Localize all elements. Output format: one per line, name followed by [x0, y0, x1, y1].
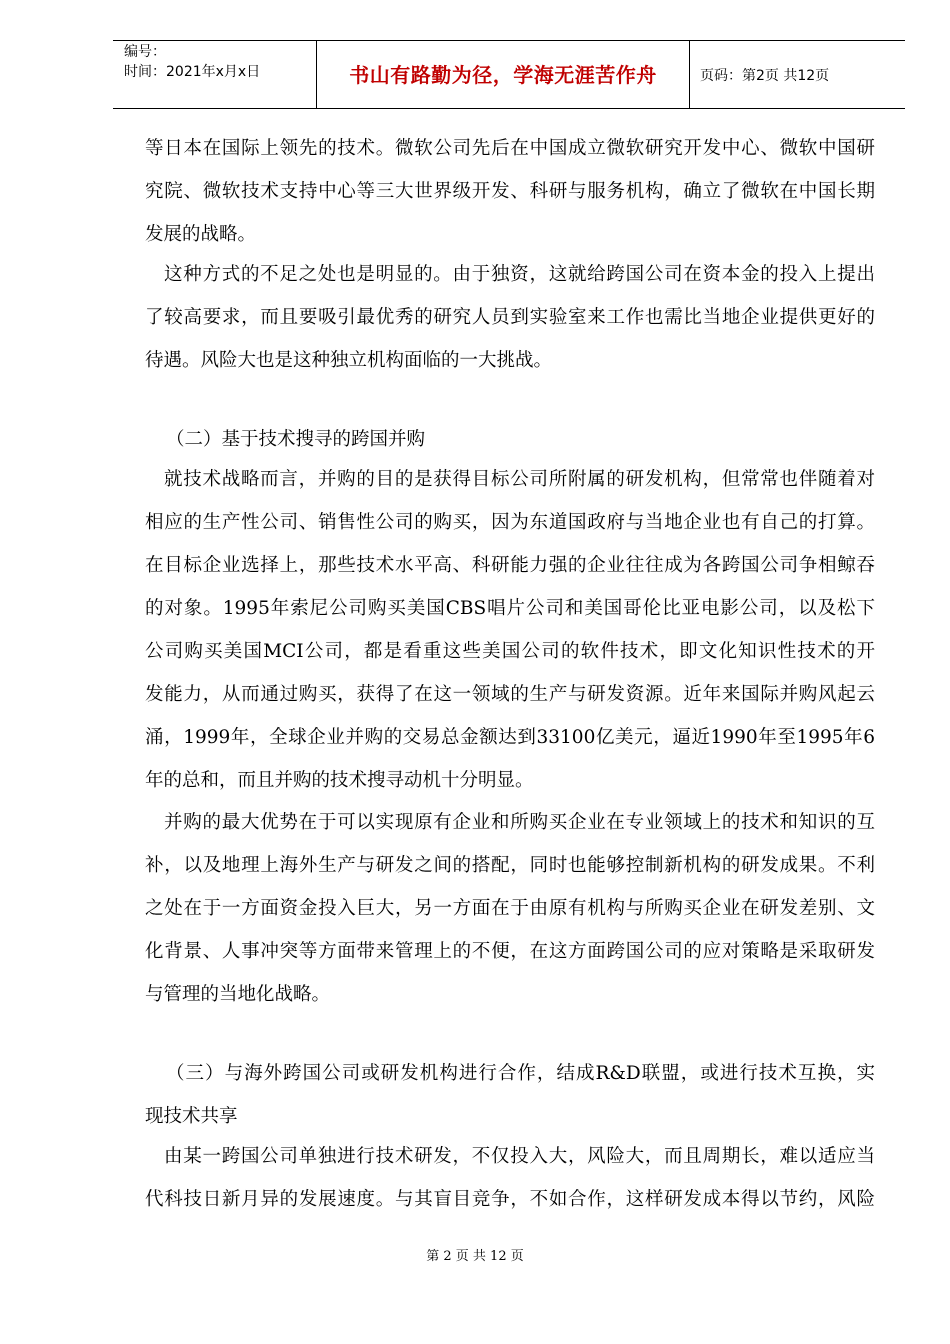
number-label: 编号： — [124, 44, 166, 60]
text-line: 待遇。风险大也是这种独立机构面临的一大挑战。 — [145, 350, 553, 371]
page-header — [113, 40, 905, 109]
text-line: 的对象。1995年索尼公司购买美国CBS唱片公司和美国哥伦比亚电影公司，以及松下 — [145, 598, 875, 619]
text-line: 这种方式的不足之处也是明显的。由于独资，这就给跨国公司在资本金的投入上提出 — [164, 264, 875, 285]
page-info: 页码：第2页 共12页 — [700, 68, 830, 84]
text-line: 发展的战略。 — [145, 224, 257, 245]
text-line: 与管理的当地化战略。 — [145, 984, 331, 1005]
page-footer: 第 2 页 共 12 页 — [426, 1249, 524, 1264]
text-line: 了较高要求，而且要吸引最优秀的研究人员到实验室来工作也需比当地企业提供更好的 — [145, 307, 875, 328]
header-meta-cell — [113, 41, 317, 108]
text-line: 公司购买美国MCI公司，都是看重这些美国公司的软件技术，即文化知识性技术的开 — [145, 641, 875, 662]
motto: 书山有路勤为径，学海无涯苦作舟 — [349, 63, 657, 87]
text-line: 涌，1999年，全球企业并购的交易总金额达到33100亿美元，逼近1990年至1995年6 — [145, 727, 875, 748]
section-heading: （二）基于技术搜寻的跨国并购 — [166, 429, 426, 450]
text-line: 补，以及地理上海外生产与研发之间的搭配，同时也能够控制新机构的研发成果。不利 — [145, 855, 875, 876]
text-line: 在目标企业选择上，那些技术水平高、科研能力强的企业往往成为各跨国公司争相鲸吞 — [145, 555, 875, 576]
text-line: 发能力，从而通过购买，获得了在这一领域的生产与研发资源。近年来国际并购风起云 — [145, 684, 875, 705]
text-line: 年的总和，而且并购的技术搜寻动机十分明显。 — [145, 770, 534, 791]
header-motto-cell — [317, 41, 690, 108]
time-label: 时间：2021年x月x日 — [124, 64, 261, 80]
section-heading: （三）与海外跨国公司或研发机构进行合作，结成R&D联盟，或进行技术互换，实 — [166, 1063, 875, 1084]
text-line: 由某一跨国公司单独进行技术研发，不仅投入大，风险大，而且周期长，难以适应当 — [164, 1146, 875, 1167]
section-heading: 现技术共享 — [145, 1106, 238, 1127]
text-line: 化背景、人事冲突等方面带来管理上的不便，在这方面跨国公司的应对策略是采取研发 — [145, 941, 875, 962]
text-line: 就技术战略而言，并购的目的是获得目标公司所附属的研发机构，但常常也伴随着对 — [164, 469, 875, 490]
text-line: 并购的最大优势在于可以实现原有企业和所购买企业在专业领域上的技术和知识的互 — [164, 812, 875, 833]
text-line: 相应的生产性公司、销售性公司的购买，因为东道国政府与当地企业也有自己的打算。 — [145, 512, 875, 533]
header-page-cell — [690, 41, 905, 108]
text-line: 之处在于一方面资金投入巨大，另一方面在于由原有机构与所购买企业在研发差别、文 — [145, 898, 875, 919]
text-line: 等日本在国际上领先的技术。微软公司先后在中国成立微软研究开发中心、微软中国研 — [145, 138, 875, 159]
text-line: 代科技日新月异的发展速度。与其盲目竞争，不如合作，这样研发成本得以节约，风险 — [145, 1189, 875, 1210]
text-line: 究院、微软技术支持中心等三大世界级开发、科研与服务机构，确立了微软在中国长期 — [145, 181, 875, 202]
